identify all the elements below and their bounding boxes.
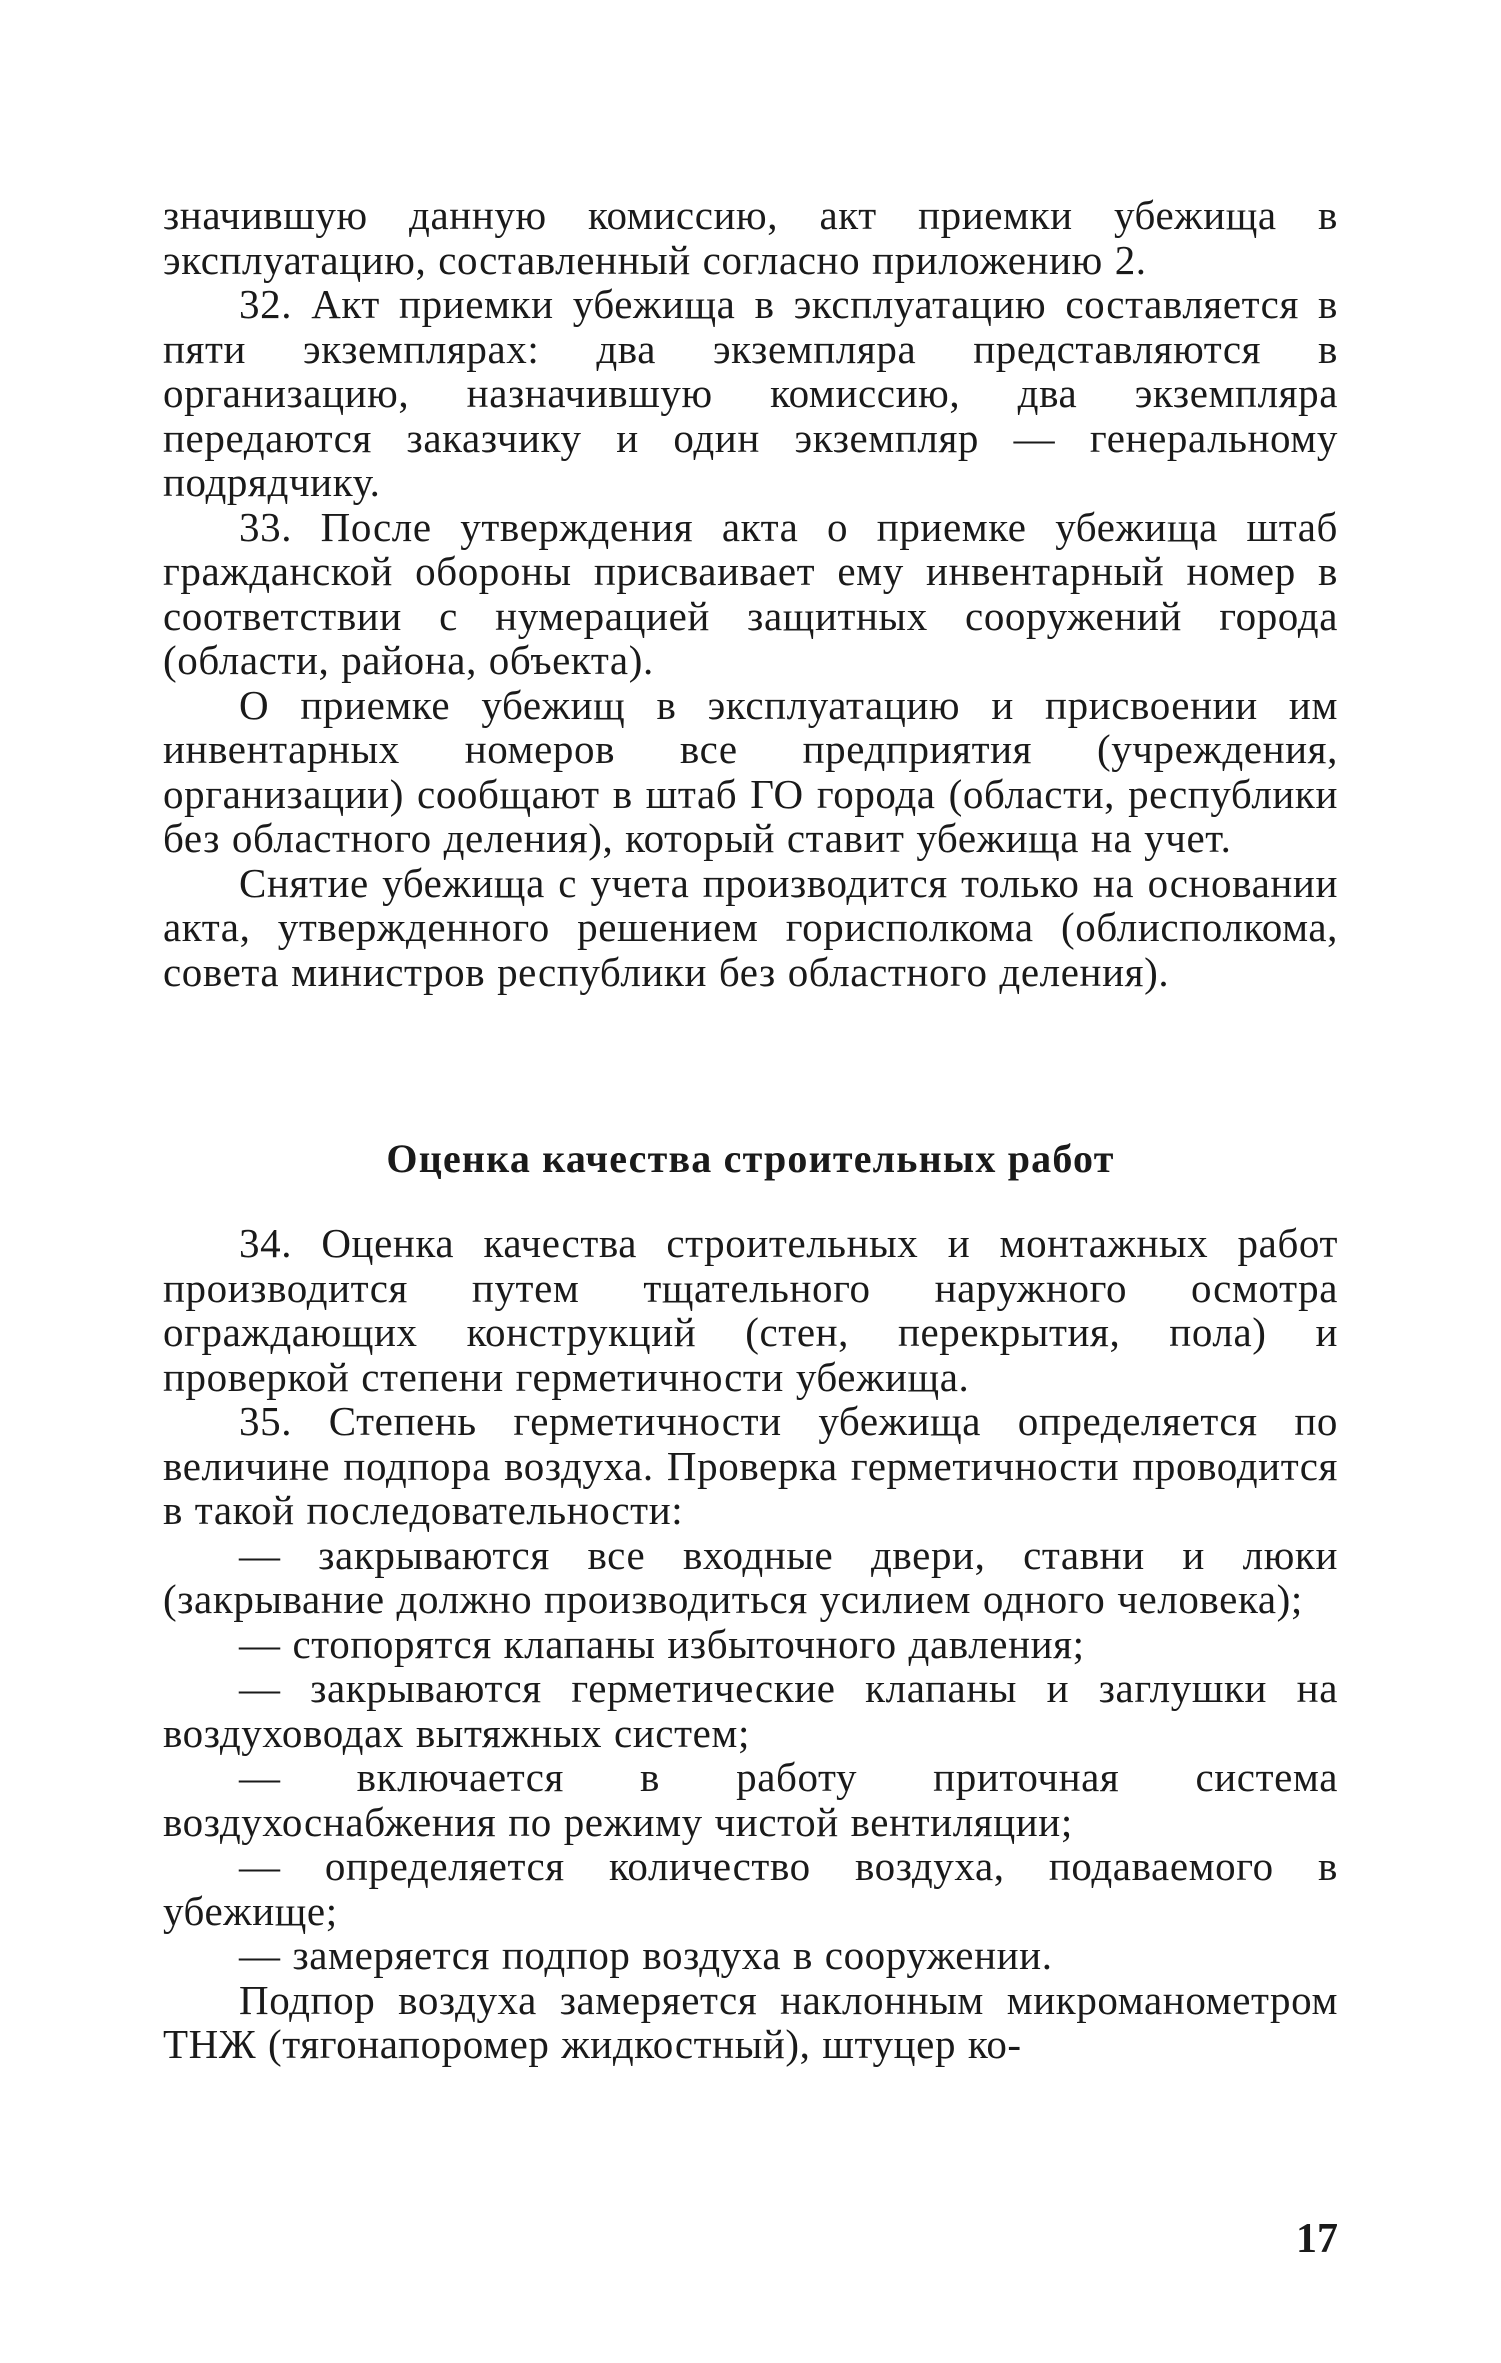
body-text-section-2 [163, 1221, 1338, 2067]
paragraph-inventory: О приемке убежищ в эксплуатацию и присвоении им инвентарных номеров все предприятия (учреждения, организации) сообщают в штаб ГО города (области, республики без областного деления), который ставит убежища на учет. [163, 681, 1338, 861]
paragraph-deregistration: Снятие убежища с учета производится только на основании акта, утвержденного решением горисполкома (облисполкома, совета министров республики без областного деления). [163, 859, 1338, 995]
list-item: — стопорятся клапаны избыточного давления; [239, 1620, 1085, 1667]
paragraph-continuation: значившую данную комиссию, акт приемки убежища в эксплуатацию, составленный согласно приложению 2. [163, 192, 1338, 283]
paragraph-32: 32. Акт приемки убежища в эксплуатацию составляется в пяти экземплярах: два экземпляра представляются в организацию, назначившую комиссию, два экземпляра передаются заказчику и один экземпляр — генеральному подрядчику. [163, 281, 1338, 505]
body-text-section-1 [163, 193, 1338, 994]
paragraph-micromanometer: Подпор воздуха замеряется наклонным микроманометром ТНЖ (тягонапоромер жидкостный), штуцер ко- [163, 1976, 1338, 2067]
list-item: — закрываются все входные двери, ставни и люки (закрывание должно производиться усилием одного человека); [163, 1531, 1338, 1622]
paragraph-35: 35. Степень герметичности убежища определяется по величине подпора воздуха. Проверка герметичности проводится в такой последовательности: [163, 1398, 1338, 1533]
list-item: — замеряется подпор воздуха в сооружении. [239, 1932, 1053, 1978]
list-item: — включается в работу приточная система воздухоснабжения по режиму чистой вентиляции; [163, 1754, 1338, 1845]
list-item: — закрываются герметические клапаны и заглушки на воздуховодах вытяжных систем; [163, 1665, 1338, 1756]
paragraph-34: 34. Оценка качества строительных и монтажных работ производится путем тщательного наружного осмотра ограждающих конструкций (стен, перекрытия, пола) и проверкой степени герметичности убежища. [163, 1220, 1338, 1400]
list-item: — определяется количество воздуха, подаваемого в убежище; [163, 1843, 1338, 1934]
page-number: 17 [1296, 2216, 1338, 2262]
paragraph-33: 33. После утверждения акта о приемке убежища штаб гражданской обороны присваивает ему инвентарный номер в соответствии с нумерацией защитных сооружений города (области, района, объекта). [163, 503, 1338, 683]
section-heading: Оценка качества строительных работ [386, 1136, 1115, 1181]
